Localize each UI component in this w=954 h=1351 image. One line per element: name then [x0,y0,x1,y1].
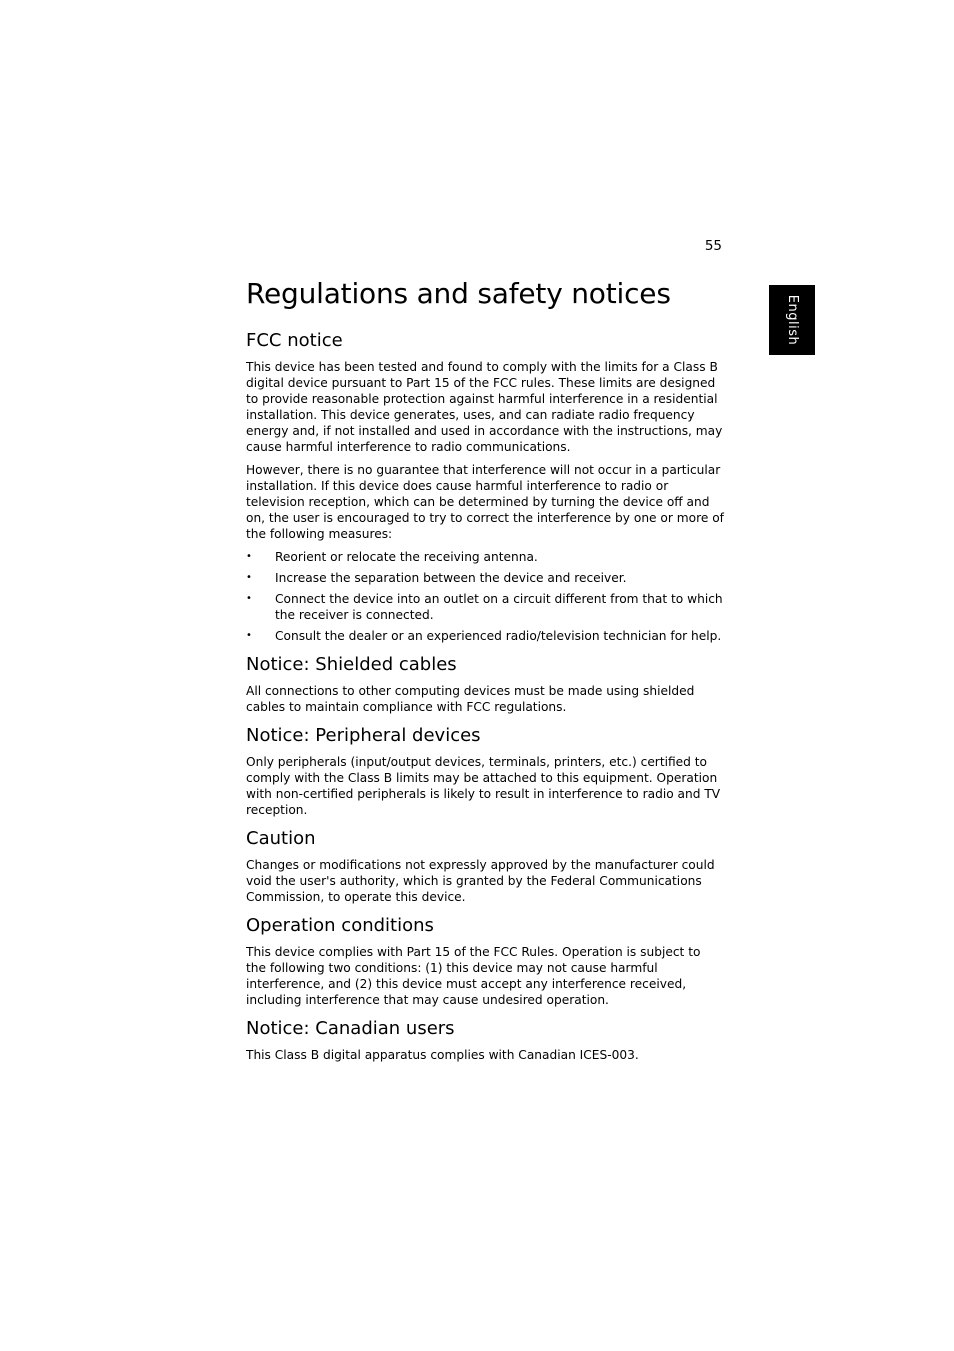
page-title: Regulations and safety notices [246,277,671,310]
list-item-text: Consult the dealer or an experienced radio/television technician for help. [275,629,722,643]
list-item [246,570,724,586]
fcc-notice-heading: FCC notice [246,330,343,351]
peripheral-devices-text: Only peripherals (input/output devices, terminals, printers, etc.) certified to comply with the Class B limits may be attached to this equipment. Operation with non-certified peripherals is likely to result in interference to radio and TV reception. [246,755,721,817]
caution-section [246,827,724,905]
bullet: • [246,630,252,641]
canadian-users-section [246,1017,724,1063]
fcc-paragraph-2: However, there is no guarantee that interference will not occur in a particular installation. If this device does cause harmful interference to radio or television reception, which can be determined by turning the device off and on, the user is encouraged to try to correct the interference by one or more of the following measures: [246,463,724,541]
fcc-paragraph-1: This device has been tested and found to comply with the limits for a Class B digital device pursuant to Part 15 of the FCC rules. These limits are designed to provide reasonable protection against harmful interference in a residential installation. This device generates, uses, and can radiate radio frequency energy and, if not installed and used in accordance with the instructions, may cause harmful interference to radio communications. [246,360,723,454]
language-tab [769,285,815,355]
list-item-text: Increase the separation between the device and receiver. [275,571,627,585]
operation-conditions-text: This device complies with Part 15 of the FCC Rules. Operation is subject to the following two conditions: (1) this device may not cause harmful interference, and (2) this device must accept any interference received, including interference that may cause undesired operation. [246,945,701,1007]
peripheral-devices-heading: Notice: Peripheral devices [246,725,481,746]
canadian-users-text: This Class B digital apparatus complies with Canadian ICES-003. [246,1048,639,1062]
list-item [246,591,724,623]
fcc-notice-section [246,329,724,644]
caution-text: Changes or modifications not expressly approved by the manufacturer could void the user's authority, which is granted by the Federal Communications Commission, to operate this device. [246,858,715,904]
bullet: • [246,593,252,604]
list-item [246,549,724,565]
shielded-cables-section [246,653,724,715]
language-tab-label: English [785,294,800,346]
bullet: • [246,572,252,583]
caution-heading: Caution [246,828,316,849]
page-number: 55 [704,238,722,254]
page-content [246,272,724,1072]
operation-conditions-section [246,914,724,1008]
list-item-text: Connect the device into an outlet on a circuit different from that to which the receiver is connected. [275,592,723,622]
peripheral-devices-section [246,724,724,818]
shielded-cables-heading: Notice: Shielded cables [246,654,457,675]
fcc-measures-list [246,549,724,644]
list-item [246,628,724,644]
operation-conditions-heading: Operation conditions [246,915,434,936]
canadian-users-heading: Notice: Canadian users [246,1018,455,1039]
shielded-cables-text: All connections to other computing devices must be made using shielded cables to maintain compliance with FCC regulations. [246,684,695,714]
bullet: • [246,551,252,562]
list-item-text: Reorient or relocate the receiving antenna. [275,550,538,564]
